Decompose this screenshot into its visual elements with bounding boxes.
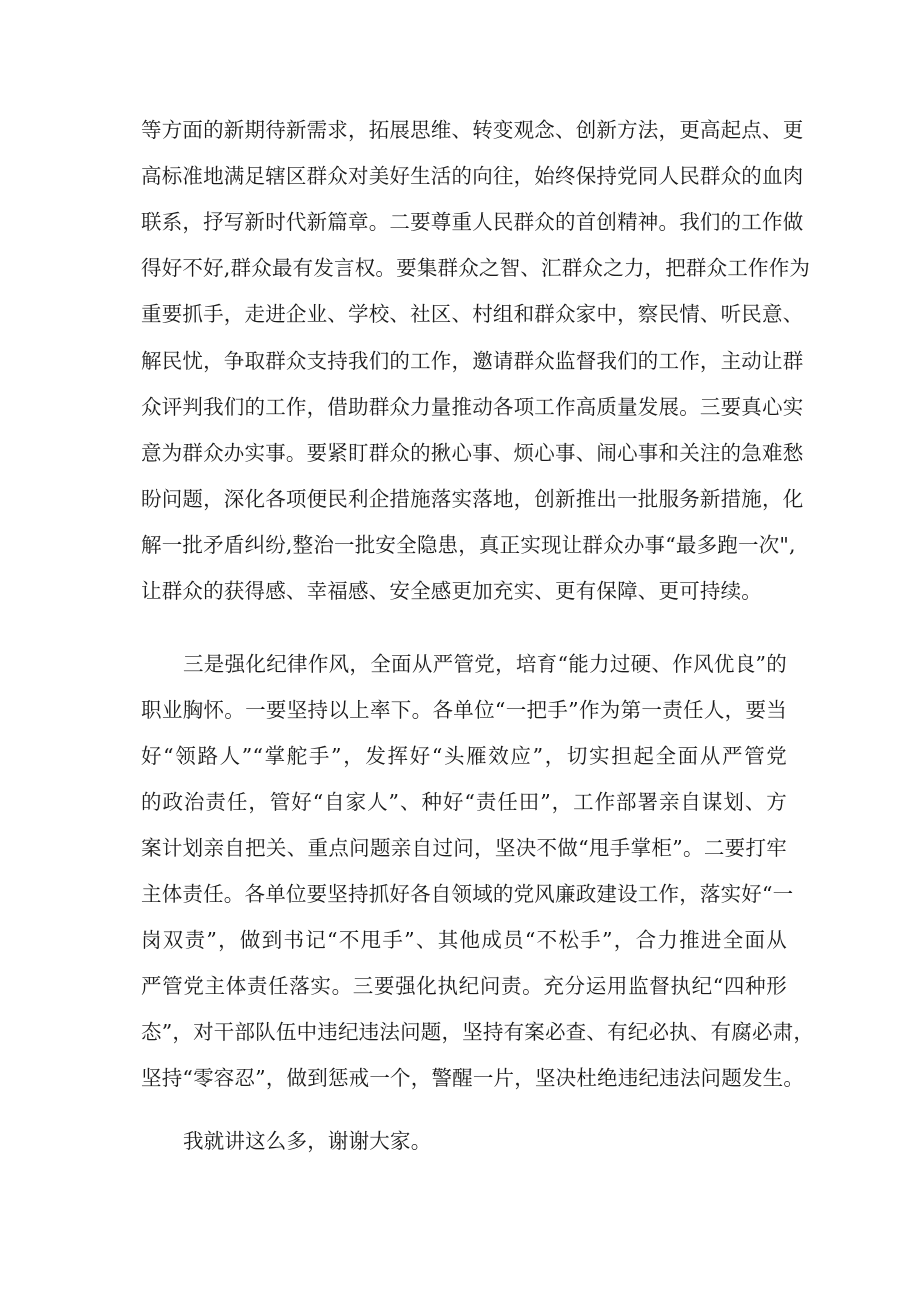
paragraph-2-line-3: 好“领路人”“掌舵手”，发挥好“头雁效应”，切实担起全面从严管党 bbox=[141, 744, 787, 768]
paragraph-1-line-6: 解民忧，争取群众支持我们的工作，邀请群众监督我们的工作，主动让群 bbox=[141, 349, 804, 373]
paragraph-1-line-7: 众评判我们的工作，借助群众力量推动各项工作高质量发展。三要真心实 bbox=[141, 395, 804, 419]
paragraph-1-line-1: 等方面的新期待新需求，拓展思维、转变观念、创新方法，更高起点、更 bbox=[141, 118, 804, 142]
paragraph-1-line-11: 让群众的获得感、幸福感、安全感更加充实、更有保障、更可持续。 bbox=[141, 579, 762, 603]
paragraph-1-line-8: 意为群众办实事。要紧盯群众的揪心事、烦心事、闹心事和关注的急难愁 bbox=[141, 441, 804, 465]
paragraph-2-line-9: 态”，对干部队伍中违纪违法问题，坚持有案必查、有纪必执、有腐必肃， bbox=[141, 1020, 815, 1044]
paragraph-1-line-4: 得好不好,群众最有发言权。要集群众之智、汇群众之力，把群众工作作为 bbox=[141, 256, 811, 280]
paragraph-1-line-9: 盼问题，深化各项便民利企措施落实落地，创新推出一批服务新措施，化 bbox=[141, 487, 804, 511]
paragraph-1-line-5: 重要抓手，走进企业、学校、社区、村组和群众家中，察民情、听民意、 bbox=[141, 302, 804, 326]
paragraph-2-line-2: 职业胸怀。一要坚持以上率下。各单位“一把手”作为第一责任人，要当 bbox=[141, 698, 787, 722]
paragraph-2-line-6: 主体责任。各单位要坚持抓好各自领域的党风廉政建设工作，落实好“一 bbox=[141, 882, 794, 906]
paragraph-2-line-5: 案计划亲自把关、重点问题亲自过问，坚决不做“甩手掌柜”。二要打牢 bbox=[141, 836, 787, 860]
paragraph-2-line-1: 三是强化纪律作风，全面从严管党，培育“能力过硬、作风优良”的 bbox=[183, 652, 787, 676]
paragraph-2-line-7: 岗双责”，做到书记“不甩手”、其他成员“不松手”，合力推进全面从 bbox=[141, 928, 787, 952]
paragraph-1-line-2: 高标准地满足辖区群众对美好生活的向往，始终保持党同人民群众的血肉 bbox=[141, 164, 804, 188]
paragraph-2-line-10: 坚持“零容忍”，做到惩戒一个，警醒一片，坚决杜绝违纪违法问题发生。 bbox=[141, 1066, 805, 1090]
paragraph-1-line-3: 联系，抒写新时代新篇章。二要尊重人民群众的首创精神。我们的工作做 bbox=[141, 210, 804, 234]
paragraph-3-line-1: 我就讲这么多，谢谢大家。 bbox=[183, 1129, 432, 1153]
paragraph-1-line-10: 解一批矛盾纠纷,整治一批安全隐患，真正实现让群众办事“最多跑一次", bbox=[141, 533, 796, 557]
paragraph-2-line-8: 严管党主体责任落实。三要强化执纪问责。充分运用监督执纪“四种形 bbox=[141, 974, 787, 998]
paragraph-2-line-4: 的政治责任，管好“自家人”、种好“责任田”，工作部署亲自谋划、方 bbox=[141, 790, 787, 814]
